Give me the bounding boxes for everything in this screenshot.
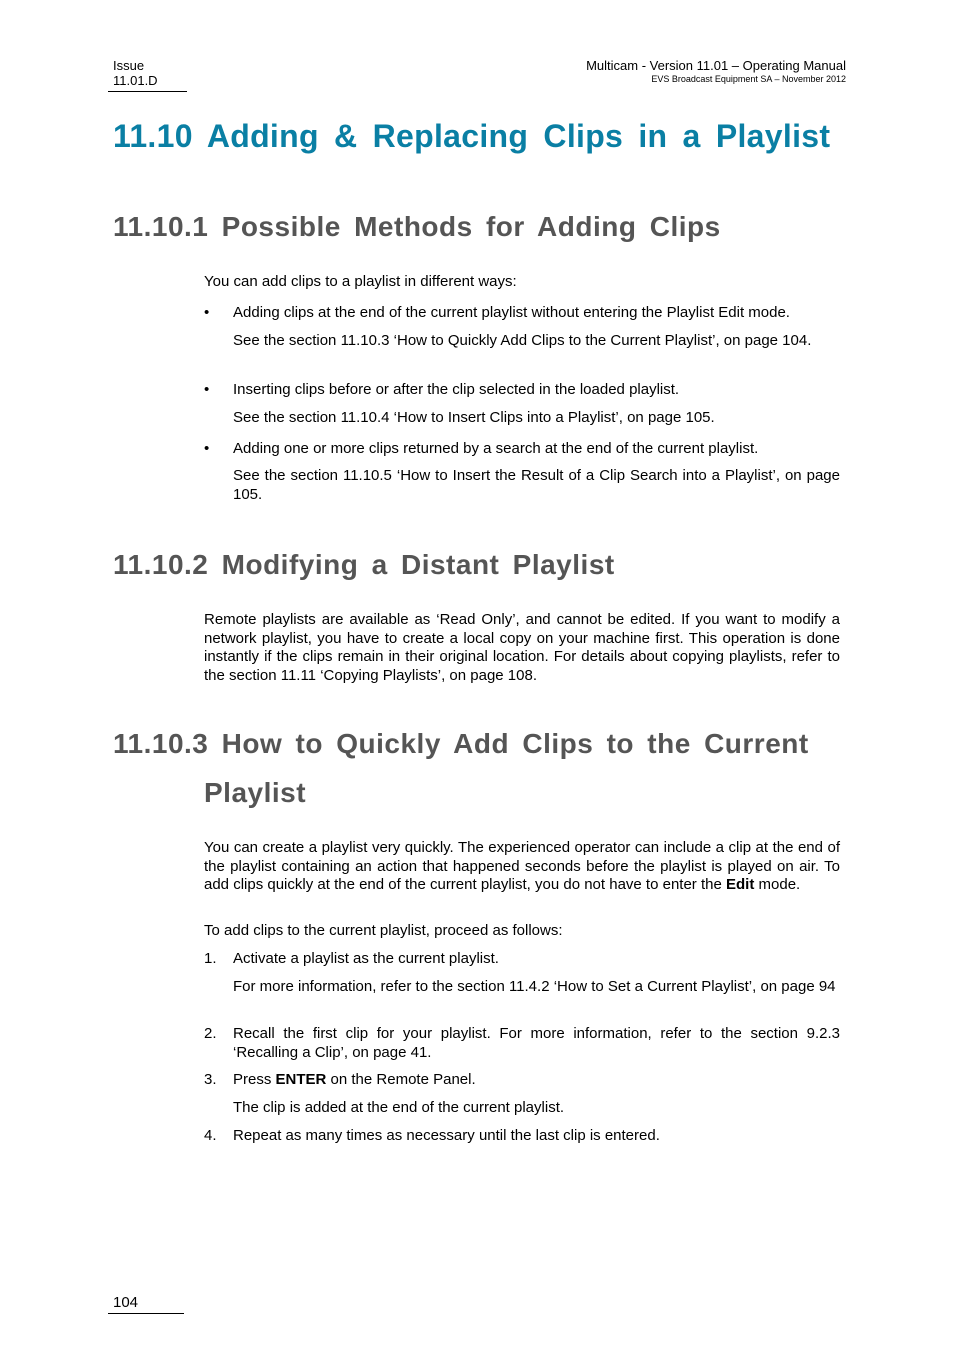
edit-mode-term: Edit <box>726 876 755 893</box>
sub3-intro: To add clips to the current playlist, proceed as follows: <box>204 922 563 939</box>
issue-number: 11.01.D <box>113 73 158 88</box>
sub3-body-post: mode. <box>758 876 801 893</box>
sub1-item-2: Inserting clips before or after the clip selected in the loaded playlist. <box>233 381 680 398</box>
enter-key-term: ENTER <box>275 1071 327 1088</box>
sub1-item-2-ref: See the section 11.10.4 ‘How to Insert Clips into a Playlist’, on page 105. <box>233 409 715 426</box>
step-3-note: The clip is added at the end of the current playlist. <box>233 1099 565 1116</box>
step-number: 1. <box>204 950 217 967</box>
step-3-text <box>233 1071 840 1090</box>
sub3-body <box>204 839 840 895</box>
step-1-note: For more information, refer to the section 11.4.2 ‘How to Set a Current Playlist’, on page 94 <box>233 978 836 995</box>
issue-label: Issue <box>113 58 145 73</box>
manual-title: Multicam - Version 11.01 – Operating Manual <box>586 58 846 73</box>
header-divider <box>108 91 187 92</box>
step-number: 3. <box>204 1071 217 1088</box>
sub1-item-1: Adding clips at the end of the current playlist without entering the Playlist Edit mode. <box>233 304 790 321</box>
step-1-text: Activate a playlist as the current playlist. <box>233 950 499 967</box>
subsection-title-1: 11.10.1 Possible Methods for Adding Clips <box>113 211 721 242</box>
bullet-glyph: • <box>204 304 210 321</box>
step-3-post: on the Remote Panel. <box>330 1071 476 1088</box>
subsection-title-3: 11.10.3 How to Quickly Add Clips to the Current <box>113 728 809 759</box>
publisher: EVS Broadcast Equipment SA – November 2012 <box>651 74 846 84</box>
sub1-intro: You can add clips to a playlist in different ways: <box>204 273 517 290</box>
sub1-item-3-ref: See the section 11.10.5 ‘How to Insert the Result of a Clip Search into a Playlist’, on page 105. <box>233 467 840 503</box>
step-4-text: Repeat as many times as necessary until the last clip is entered. <box>233 1127 660 1144</box>
sub3-body-pre: You can create a playlist very quickly. The experienced operator can include a clip at the end of the playlist containing an action that happened seconds before the playlist is played on air. To add clips quickly at the end of the current playlist, you do not have to enter the <box>204 839 840 893</box>
header-issue <box>113 58 158 88</box>
step-number: 4. <box>204 1127 217 1144</box>
step-3-pre: Press <box>233 1071 272 1088</box>
bullet-glyph: • <box>204 381 210 398</box>
section-title: 11.10 Adding & Replacing Clips in a Playlist <box>113 118 831 154</box>
sub1-item-1-ref: See the section 11.10.3 ‘How to Quickly Add Clips to the Current Playlist’, on page 104. <box>233 332 812 349</box>
header-manual <box>586 58 846 85</box>
step-2-text: Recall the first clip for your playlist. For more information, refer to the section 9.2.3 ‘Recalling a Clip’, on page 41. <box>233 1025 840 1061</box>
footer-divider <box>108 1313 184 1314</box>
bullet-glyph: • <box>204 440 210 457</box>
page-number: 104 <box>113 1294 139 1311</box>
subsection-title-2: 11.10.2 Modifying a Distant Playlist <box>113 549 615 580</box>
sub2-body: Remote playlists are available as ‘Read Only’, and cannot be edited. If you want to modify a network playlist, you have to create a local copy on your machine first. This operation is done instantly if the clips remain in their original location. For details about copying playlists, refer to the section 11.11 ‘Copying Playlists’, on page 108. <box>204 611 840 684</box>
sub1-item-3: Adding one or more clips returned by a search at the end of the current playlist. <box>233 440 759 457</box>
subsection-title-3-cont: Playlist <box>204 777 307 808</box>
step-number: 2. <box>204 1025 217 1042</box>
